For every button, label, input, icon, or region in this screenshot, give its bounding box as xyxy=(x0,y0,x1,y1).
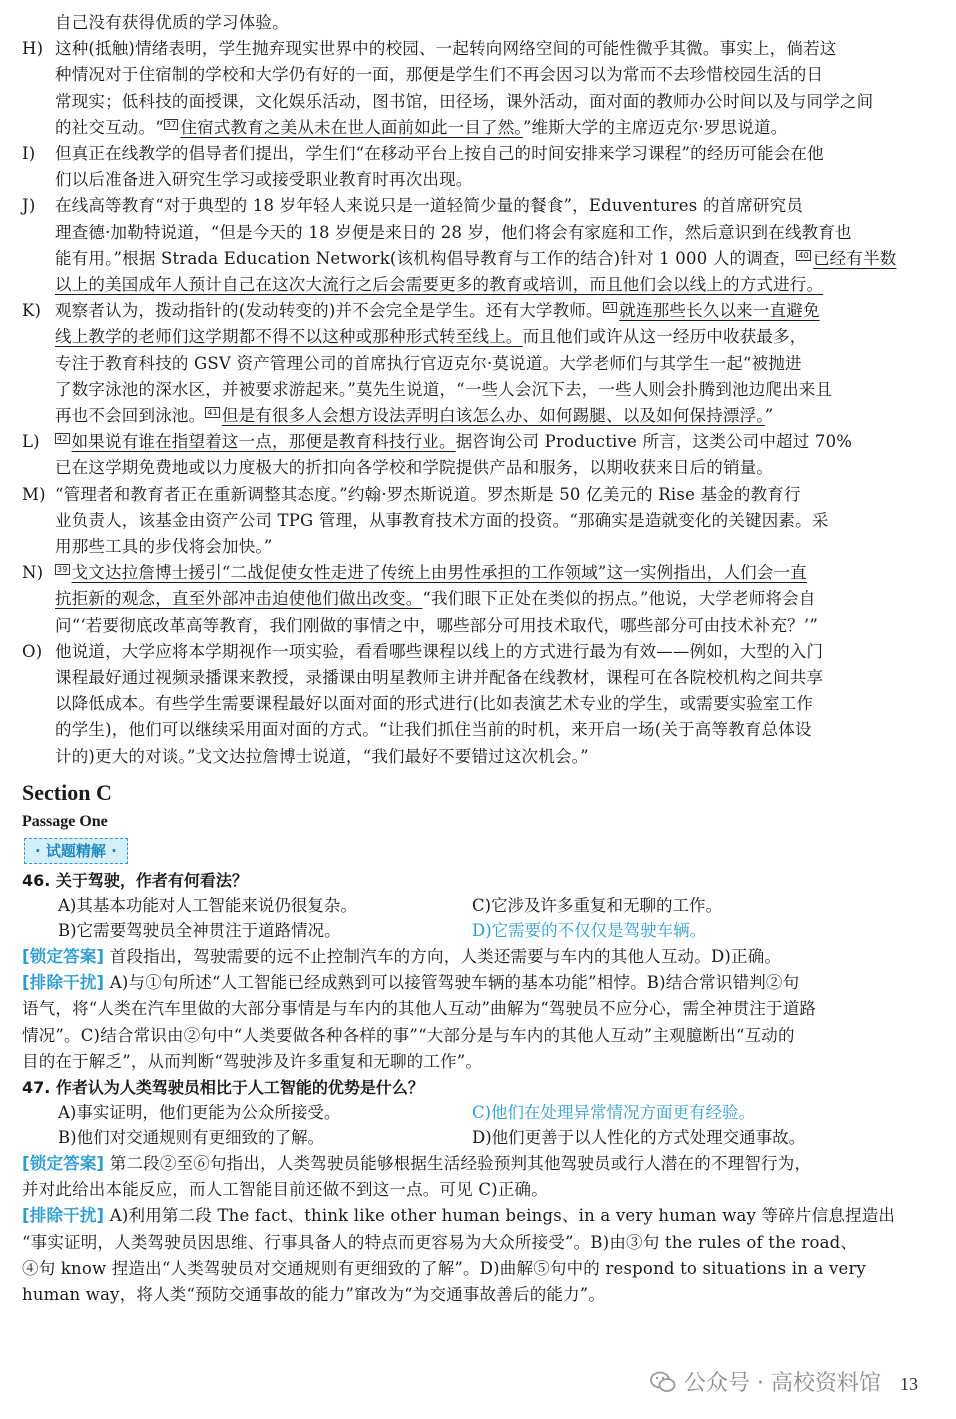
exclude-text: “事实证明，人类驾驶员因思维、行事具备人的特点而更容易为大众所接受”。B)由③句 the rules of the road、 xyxy=(22,1232,858,1252)
text-line xyxy=(22,193,936,219)
text-line xyxy=(22,220,936,246)
text-segment: ” xyxy=(764,406,774,426)
text-segment: 专注于教育科技的 GSV 资产管理公司的首席执行官迈克尔·莫说道。大学老师们与其学生一起“被抛进 xyxy=(55,353,802,373)
paragraph-intro xyxy=(22,10,936,36)
text-line xyxy=(22,351,936,377)
question-number-marker: 41 xyxy=(604,303,616,313)
options-row xyxy=(22,893,936,919)
text-segment: 自己没有获得优质的学习体验。 xyxy=(55,13,289,32)
exclude-tag: [排除干扰] xyxy=(22,1206,105,1226)
question-number-marker: 41 xyxy=(207,408,218,418)
text-segment: 种情况对于住宿制的学校和大学仍有好的一面，那便是学生们不再会因习以为常而不去珍惜校园生活的日 xyxy=(55,65,824,85)
paragraph-label: L) xyxy=(22,432,40,452)
text-segment: 据咨询公司 Productive 所言，这类公司中超过 70% xyxy=(455,432,853,452)
text-line xyxy=(22,298,936,324)
exclude-text: A)利用第二段 The fact、think like other human beings、in a very human way 等碎片信息捏造出 xyxy=(109,1206,896,1226)
paragraph-label: I) xyxy=(22,144,36,164)
options-row xyxy=(22,1125,936,1151)
paragraph-label: K) xyxy=(22,301,42,321)
text-line xyxy=(22,141,936,167)
option: A)事实证明，他们更能为公众所接受。 xyxy=(58,1102,341,1122)
paragraph-o xyxy=(22,639,936,770)
text-line xyxy=(22,167,936,193)
question-number-marker: 40 xyxy=(798,250,809,260)
exclude-text: A)与①句所述“人工智能已经成熟到可以接管驾驶车辆的基本功能”相悖。B)结合常识错判②句 xyxy=(109,973,800,993)
paragraph-k xyxy=(22,298,936,429)
exclude-line xyxy=(22,1023,936,1049)
text-line xyxy=(22,429,936,455)
exclude-line xyxy=(22,996,936,1022)
underlined-text: 如果说有谁在指望着这一点，那便是教育科技行业。 xyxy=(71,432,456,452)
text-segment: 这种(抵触)情绪表明，学生抛弃现实世界中的校园、一起转向网络空间的可能性微乎其微。事实上，倘若这 xyxy=(55,39,837,59)
answer-tag: [锁定答案] xyxy=(22,1153,105,1173)
answer-line xyxy=(22,1177,936,1203)
text-line xyxy=(22,613,936,639)
wechat-icon xyxy=(650,1371,676,1393)
watermark xyxy=(650,1366,881,1397)
question-title: 47. 作者认为人类驾驶员相比于人工智能的优势是什么？ xyxy=(22,1077,424,1097)
question-block xyxy=(22,1075,936,1308)
text-segment: 的学生)，他们可以继续采用面对面的方式。“让我们抓住当前的时机，来开启一场(关于高等教育总体设 xyxy=(55,720,812,740)
exclude-text: 情况”。C)结合常识由②句中“人类要做各种各样的事”“大部分是与车内的其他人互动”主观臆断出“互动的 xyxy=(22,1025,795,1045)
exclude-line xyxy=(22,1282,936,1308)
text-segment: 再也不会回到泳池。 xyxy=(55,406,206,426)
exclude-line xyxy=(22,970,936,996)
text-segment: ”维斯大学的主席迈克尔·罗思说道。 xyxy=(522,117,788,137)
text-segment: 能有用。”根据 Strada Education Network(该机构倡导教育与工作的结合)针对 1 000 人的调查， xyxy=(55,248,797,268)
underlined-text: 但是有很多人会想方设法弄明白该怎么办、如何踢腿、以及如何保持漂浮。 xyxy=(221,406,765,426)
answer-text: 并对此给出本能反应，而人工智能目前还做不到这一点。可见 C)正确。 xyxy=(22,1180,548,1200)
answer-text: 第二段②至⑥句指出，人类驾驶员能够根据生活经验预判其他驾驶员或行人潜在的不理智行为， xyxy=(109,1153,812,1173)
option: A)其基本功能对人工智能来说仍很复杂。 xyxy=(58,895,357,915)
paragraph-l xyxy=(22,429,936,481)
answer-text: 首段指出，驾驶需要的远不止控制汽车的方向，人类还需要与车内的其他人互动。D)正确。 xyxy=(109,946,782,966)
text-segment: 的社交互动。“ xyxy=(55,117,164,137)
text-segment: 常现实；低科技的面授课，文化娱乐活动，图书馆，田径场，课外活动，面对面的教师办公时间以及与同学之间 xyxy=(55,91,874,111)
text-line xyxy=(22,691,936,717)
options-row xyxy=(22,918,936,944)
watermark-text: 公众号 · 高校资料馆 xyxy=(684,1371,881,1396)
question-number-marker: 37 xyxy=(165,119,177,129)
text-line xyxy=(22,665,936,691)
underlined-text: 线上教学的老师们这学期都不得不以这种或那种形式转至线上。 xyxy=(55,327,523,347)
text-segment: 而且他们或许从这一经历中收获最多， xyxy=(522,327,807,347)
text-segment: 在线高等教育“对于典型的 18 岁年轻人来说只是一道轻简少量的餐食”，Eduventures 的首席研究员 xyxy=(55,196,804,216)
paragraph-label: J) xyxy=(22,196,36,216)
page xyxy=(22,10,936,1308)
text-line xyxy=(22,89,936,115)
option: B)它需要驾驶员全神贯注于道路情况。 xyxy=(58,921,341,941)
question-number-marker: 39 xyxy=(57,565,68,575)
text-line xyxy=(22,377,936,403)
text-segment: 他说道，大学应将本学期视作一项实验，看看哪些课程以线上的方式进行最为有效——例如，大型的入门 xyxy=(55,641,824,661)
paragraph-n xyxy=(22,560,936,639)
paragraph-label: M) xyxy=(22,484,46,504)
text-line xyxy=(22,272,936,298)
exclude-text: ④句 know 捏造出“人类驾驶员对交通规则有更细致的了解”。D)曲解⑤句中的 respond to situations in a very xyxy=(22,1258,867,1278)
underlined-text: 抗拒新的观念，直至外部冲击迫使他们做出改变。 xyxy=(55,589,423,609)
text-line xyxy=(22,717,936,743)
exclude-text: human way，将人类“预防交通事故的能力”窜改为“为交通事故善后的能力”。 xyxy=(22,1284,606,1304)
exclude-line xyxy=(22,1049,936,1075)
underlined-text: 以上的美国成年人预计自己在这次大流行之后会需要更多的教育或培训，而且他们会以线上的方式进行。 xyxy=(55,275,824,295)
text-line xyxy=(22,115,936,141)
question-number-marker: 42 xyxy=(57,434,68,444)
text-segment: 观察者认为，拨动指针的(发动转变的)并不会完全是学生。还有大学教师。 xyxy=(55,301,603,321)
text-line xyxy=(22,534,936,560)
paragraph-label: H) xyxy=(22,39,44,59)
underlined-text: 戈文达拉詹博士援引“二战促使女性走进了传统上由男性承担的工作领域”这一实例指出，人们会一直 xyxy=(71,563,807,583)
exclude-text: 目的在于解乏”，从而判断“驾驶涉及许多重复和无聊的工作”。 xyxy=(22,1051,483,1071)
text-line xyxy=(22,36,936,62)
text-line xyxy=(22,744,936,770)
underlined-text: 已经有半数 xyxy=(812,248,897,268)
text-line xyxy=(22,62,936,88)
option: C)它涉及许多重复和无聊的工作。 xyxy=(472,895,723,915)
text-segment: 但真正在线教学的倡导者们提出，学生们“在移动平台上按自己的时间安排来学习课程”的经历可能会在他 xyxy=(55,144,824,164)
text-segment: 业负责人，该基金由资产公司 TPG 管理，从事教育技术方面的投资。“那确实是造就变化的关键因素。采 xyxy=(55,510,829,530)
text-line xyxy=(22,560,936,586)
paragraph-label: O) xyxy=(22,641,43,661)
answer-tag: [锁定答案] xyxy=(22,946,105,966)
paragraph-label: N) xyxy=(22,563,44,583)
text-segment: 已在这学期免费地或以力度极大的折扣向各学校和学院提供产品和服务，以期收获来日后的销量。 xyxy=(55,458,774,478)
paragraph-i xyxy=(22,141,936,193)
questions xyxy=(22,868,936,1308)
correct-option: C)他们在处理异常情况方面更有经验。 xyxy=(472,1102,756,1122)
text-line xyxy=(22,586,936,612)
question-block xyxy=(22,868,936,1075)
passage-paragraphs xyxy=(22,10,936,770)
underlined-text: 住宿式教育之美从未在世人面前如此一目了然。 xyxy=(180,117,523,137)
text-line xyxy=(22,508,936,534)
text-segment: 理查德·加勒特说道，“但是今天的 18 岁便是来日的 28 岁，他们将会有家庭和工作，然后意识到在线教育也 xyxy=(55,222,852,242)
text-segment: 了数字泳池的深水区，并被要求游起来。”莫先生说道，“一些人会沉下去，一些人则会扑腾到池边爬出来且 xyxy=(55,379,833,399)
exclude-line xyxy=(22,1203,936,1229)
correct-option: D)它需要的不仅仅是驾驶车辆。 xyxy=(472,921,707,941)
text-line xyxy=(22,10,936,36)
exclude-line xyxy=(22,1230,936,1256)
text-segment: 问“‘若要彻底改革高等教育，我们刚做的事情之中，哪些部分可用技术取代，哪些部分可由技术补充？’” xyxy=(55,615,818,635)
text-segment: 们以后准备进入研究生学习或接受职业教育时再次出现。 xyxy=(55,170,473,190)
page-number: 13 xyxy=(900,1374,918,1394)
section-title: Section C xyxy=(22,779,112,805)
question-title: 46. 关于驾驶，作者有何看法？ xyxy=(22,870,248,890)
text-segment: 课程最好通过视频录播课来教授，录播课由明星教师主讲并配备在线教材，课程可在各院校机构之间共享 xyxy=(55,668,824,688)
paragraph-m xyxy=(22,482,936,561)
option: B)他们对交通规则有更细致的了解。 xyxy=(58,1128,325,1148)
answer-line xyxy=(22,1151,936,1177)
exclude-text: 语气，将“人类在汽车里做的大部分事情是与车内的其他人互动”曲解为“驾驶员不应分心，需全神贯注于道路 xyxy=(22,999,817,1019)
text-line xyxy=(22,455,936,481)
text-line xyxy=(22,639,936,665)
answer-line xyxy=(22,944,936,970)
passage-title: Passage One xyxy=(22,812,108,830)
text-segment: “我们眼下正处在类似的拐点。”他说，大学老师将会自 xyxy=(422,589,816,609)
text-line xyxy=(22,482,936,508)
paragraph-h xyxy=(22,36,936,141)
text-segment: 计的)更大的对谈。”戈文达拉詹博士说道，“我们最好不要错过这次机会。” xyxy=(55,746,589,766)
text-segment: “管理者和教育者正在重新调整其态度。”约翰·罗杰斯说道。罗杰斯是 50 亿美元的 Rise 基金的教育行 xyxy=(55,484,801,504)
text-line xyxy=(22,246,936,272)
text-segment: 用那些工具的步伐将会加快。” xyxy=(55,537,273,557)
explanation-badge: · 试题精解 · xyxy=(24,838,128,864)
text-line xyxy=(22,324,936,350)
text-segment: 以降低成本。有些学生需要课程最好以面对面的形式进行(比如表演艺术专业的学生，或需要实验室工作 xyxy=(55,694,814,714)
underlined-text: 就连那些长久以来一直避免 xyxy=(619,301,820,321)
paragraph-j xyxy=(22,193,936,298)
options-row xyxy=(22,1100,936,1126)
exclude-line xyxy=(22,1256,936,1282)
exclude-tag: [排除干扰] xyxy=(22,973,105,993)
text-line xyxy=(22,403,936,429)
option: D)他们更善于以人性化的方式处理交通事故。 xyxy=(472,1128,806,1148)
